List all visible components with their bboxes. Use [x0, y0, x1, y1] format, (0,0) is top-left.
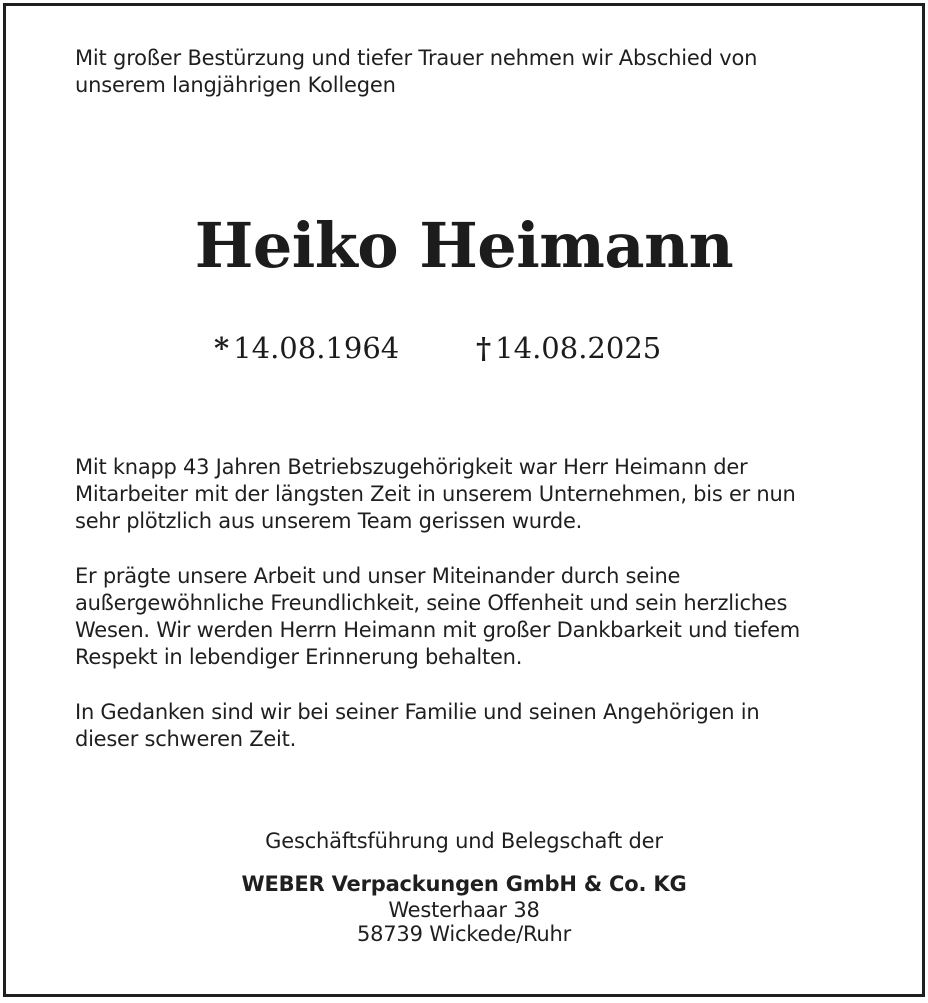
company-name: WEBER Verpackungen GmbH & Co. KG [241, 872, 687, 896]
birth-date: 14.08.1964 [233, 331, 400, 365]
life-dates [6, 326, 922, 370]
intro-line: unserem langjährigen Kollegen [75, 73, 396, 97]
company-street: Westerhaar 38 [388, 898, 540, 922]
paragraph [75, 454, 875, 535]
text-line: In Gedanken sind wir bei seiner Familie und seinen Angehörigen in [75, 700, 760, 724]
birth-star-icon: * [214, 331, 230, 365]
text-line: Mitarbeiter mit der längsten Zeit in unserem Unternehmen, bis er nun [75, 482, 796, 506]
death-dagger-icon: † [476, 331, 492, 365]
deceased-name: Heiko Heimann [194, 209, 734, 282]
death-date-group [476, 326, 661, 370]
paragraph [75, 563, 875, 671]
text-line: Respekt in lebendiger Erinnerung behalten. [75, 645, 523, 669]
text-line: außergewöhnliche Freundlichkeit, seine Offenheit und sein herzliches [75, 591, 788, 615]
text-line: Wesen. Wir werden Herrn Heimann mit großer Dankbarkeit und tiefem [75, 618, 800, 642]
text-line: sehr plötzlich aus unserem Team gerissen wurde. [75, 509, 583, 533]
paragraph [75, 699, 875, 753]
signature-lead: Geschäftsführung und Belegschaft der [265, 829, 663, 853]
birth-date-group [214, 326, 399, 370]
death-date: 14.08.2025 [495, 331, 662, 365]
intro-line: Mit großer Bestürzung und tiefer Trauer nehmen wir Abschied von [75, 46, 758, 70]
signature-block [6, 828, 922, 946]
memorial-text [75, 454, 875, 781]
text-line: dieser schweren Zeit. [75, 727, 297, 751]
text-line: Er prägte unsere Arbeit und unser Miteinander durch seine [75, 564, 681, 588]
intro-text [75, 45, 855, 99]
company-city: 58739 Wickede/Ruhr [356, 922, 572, 946]
obituary-notice [3, 3, 925, 997]
text-line: Mit knapp 43 Jahren Betriebszugehörigkeit war Herr Heimann der [75, 455, 748, 479]
